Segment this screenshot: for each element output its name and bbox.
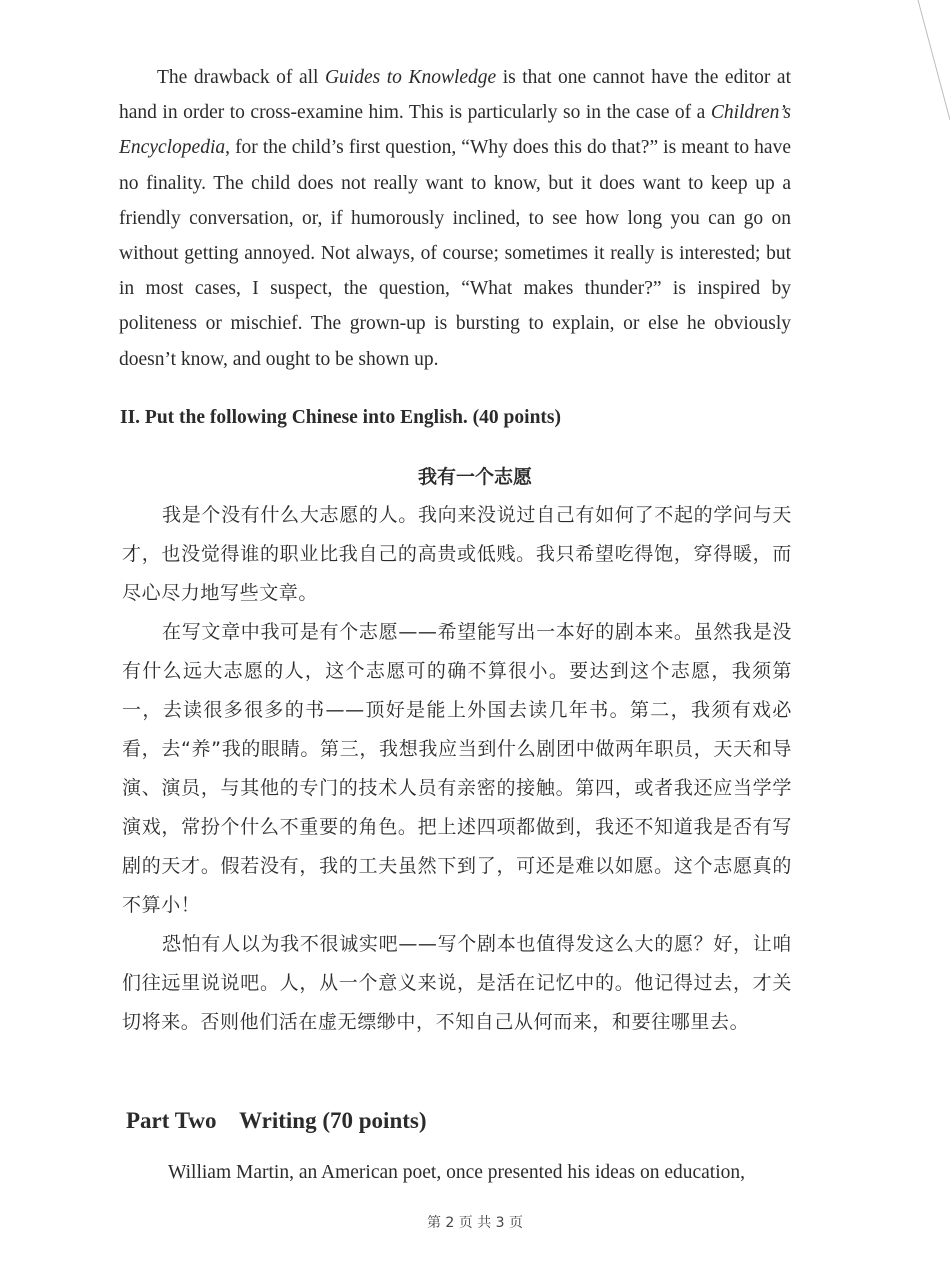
passage-segment: , for the child’s first question, “Why does this do that?” is meant to have no finality. The child does not really want to know, but it does want to keep up a friendly conversation, or, if humorously inclined, to see how long you can go on without getting annoyed. Not always, of course; sometimes it really is interested; but in most cases, I suspect, the question, “What makes thunder?” is inspired by politeness or mischief. The grown-up is bursting to explain, or else he obviously doesn’t know, and ought to be shown up. — [119, 137, 791, 370]
chinese-paragraph: 我是个没有什么大志愿的人。我向来没说过自己有如何了不起的学问与天才，也没觉得谁的职业比我自己的高贵或低贱。我只希望吃得饱，穿得暖，而尽心尽力地写些文章。 — [122, 504, 792, 604]
passage-title-guides: Guides to Knowledge — [324, 67, 497, 88]
english-paragraph — [119, 60, 791, 377]
passage-segment: is that one cannot have the editor at hand in order to cross-examine him. This is particularly so in the case of a — [119, 67, 791, 124]
writing-intro-text: William Martin, an American poet, once presented his ideas on education, — [168, 1162, 745, 1183]
scan-edge-line — [890, 0, 950, 140]
passage-title-encyclopedia: Children’s Encyclopedia — [119, 102, 791, 159]
chinese-passage — [122, 496, 792, 1042]
part-two-heading: Part Two Writing (70 points) — [126, 1108, 427, 1133]
chinese-paragraph: 恐怕有人以为我不很诚实吧——写个剧本也值得发这么大的愿？好，让咱们往远里说说吧。人，从一个意义来说，是活在记忆中的。他记得过去，才关切将来。否则他们活在虚无缥缈中，不知自己从何而来，和要往哪里去。 — [122, 933, 792, 1033]
page-number-footer: 第 2 页 共 3 页 — [426, 1215, 524, 1231]
english-passage — [119, 60, 791, 377]
passage-segment: The drawback of all — [157, 67, 325, 88]
section-two-heading: II. Put the following Chinese into English. (40 points) — [120, 407, 561, 428]
chinese-passage-title: 我有一个志愿 — [417, 466, 532, 488]
chinese-paragraph: 在写文章中我可是有个志愿——希望能写出一本好的剧本来。虽然我是没有什么远大志愿的人，这个志愿可的确不算很小。要达到这个志愿，我须第一，去读很多很多的书——顶好是能上外国去读几年书。第二，我须有戏必看，去“养”我的眼睛。第三，我想我应当到什么剧团中做两年职员，天天和导演、演员，与其他的专门的技术人员有亲密的接触。第四，或者我还应当学学演戏，常扮个什么不重要的角色。把上述四项都做到，我还不知道我是否有写剧的天才。假若没有，我的工夫虽然下到了，可还是难以如愿。这个志愿真的不算小！ — [122, 621, 792, 916]
